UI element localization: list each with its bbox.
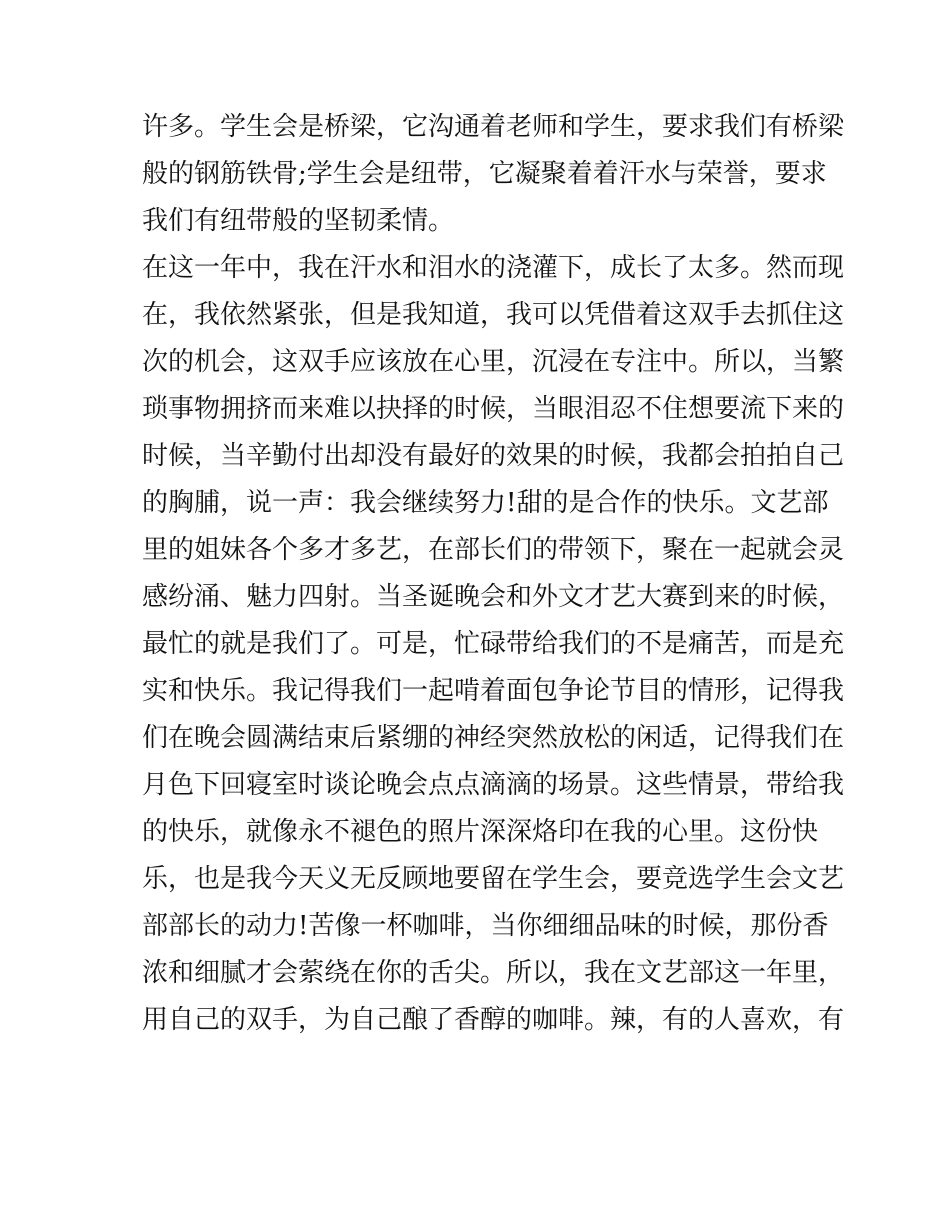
text-line: 我们有纽带般的坚韧柔情。 — [142, 206, 455, 236]
text-line: 的快乐，就像永不褪色的照片深深烙印在我的心里。这份快 — [142, 817, 819, 847]
text-line: 感纷涌、魅力四射。当圣诞晚会和外文才艺大赛到来的时候， — [142, 582, 845, 612]
text-line: 在，我依然紧张，但是我知道，我可以凭借着这双手去抓住这 — [142, 300, 845, 330]
text-line: 次的机会，这双手应该放在心里，沉浸在专注中。所以，当繁 — [142, 347, 845, 377]
text-line: 实和快乐。我记得我们一起啃着面包争论节目的情形，记得我 — [142, 676, 845, 706]
body-text — [142, 104, 845, 1044]
text-line: 般的钢筋铁骨;学生会是纽带，它凝聚着着汗水与荣誉，要求 — [142, 159, 827, 189]
text-line: 用自己的双手，为自己酿了香醇的咖啡。辣，有的人喜欢，有 — [142, 1005, 845, 1035]
text-line: 在这一年中，我在汗水和泪水的浇灌下，成长了太多。然而现 — [142, 253, 845, 283]
text-line: 乐，也是我今天义无反顾地要留在学生会，要竞选学生会文艺 — [142, 864, 845, 894]
text-line: 琐事物拥挤而来难以抉择的时候，当眼泪忍不住想要流下来的 — [142, 394, 845, 424]
text-line: 们在晚会圆满结束后紧绷的神经突然放松的闲适，记得我们在 — [142, 723, 845, 753]
text-line: 里的姐妹各个多才多艺，在部长们的带领下，聚在一起就会灵 — [142, 535, 845, 565]
text-line: 月色下回寝室时谈论晚会点点滴滴的场景。这些情景，带给我 — [142, 770, 845, 800]
text-line: 许多。学生会是桥梁，它沟通着老师和学生，要求我们有桥梁 — [142, 112, 845, 142]
text-line: 浓和细腻才会萦绕在你的舌尖。所以，我在文艺部这一年里， — [142, 958, 845, 988]
text-line: 最忙的就是我们了。可是，忙碌带给我们的不是痛苦，而是充 — [142, 629, 845, 659]
text-line: 部部长的动力!苦像一杯咖啡，当你细细品味的时候，那份香 — [142, 911, 829, 941]
text-line: 的胸脯，说一声：我会继续努力!甜的是合作的快乐。文艺部 — [142, 488, 829, 518]
text-line: 时候，当辛勤付出却没有最好的效果的时候，我都会拍拍自己 — [142, 441, 845, 471]
